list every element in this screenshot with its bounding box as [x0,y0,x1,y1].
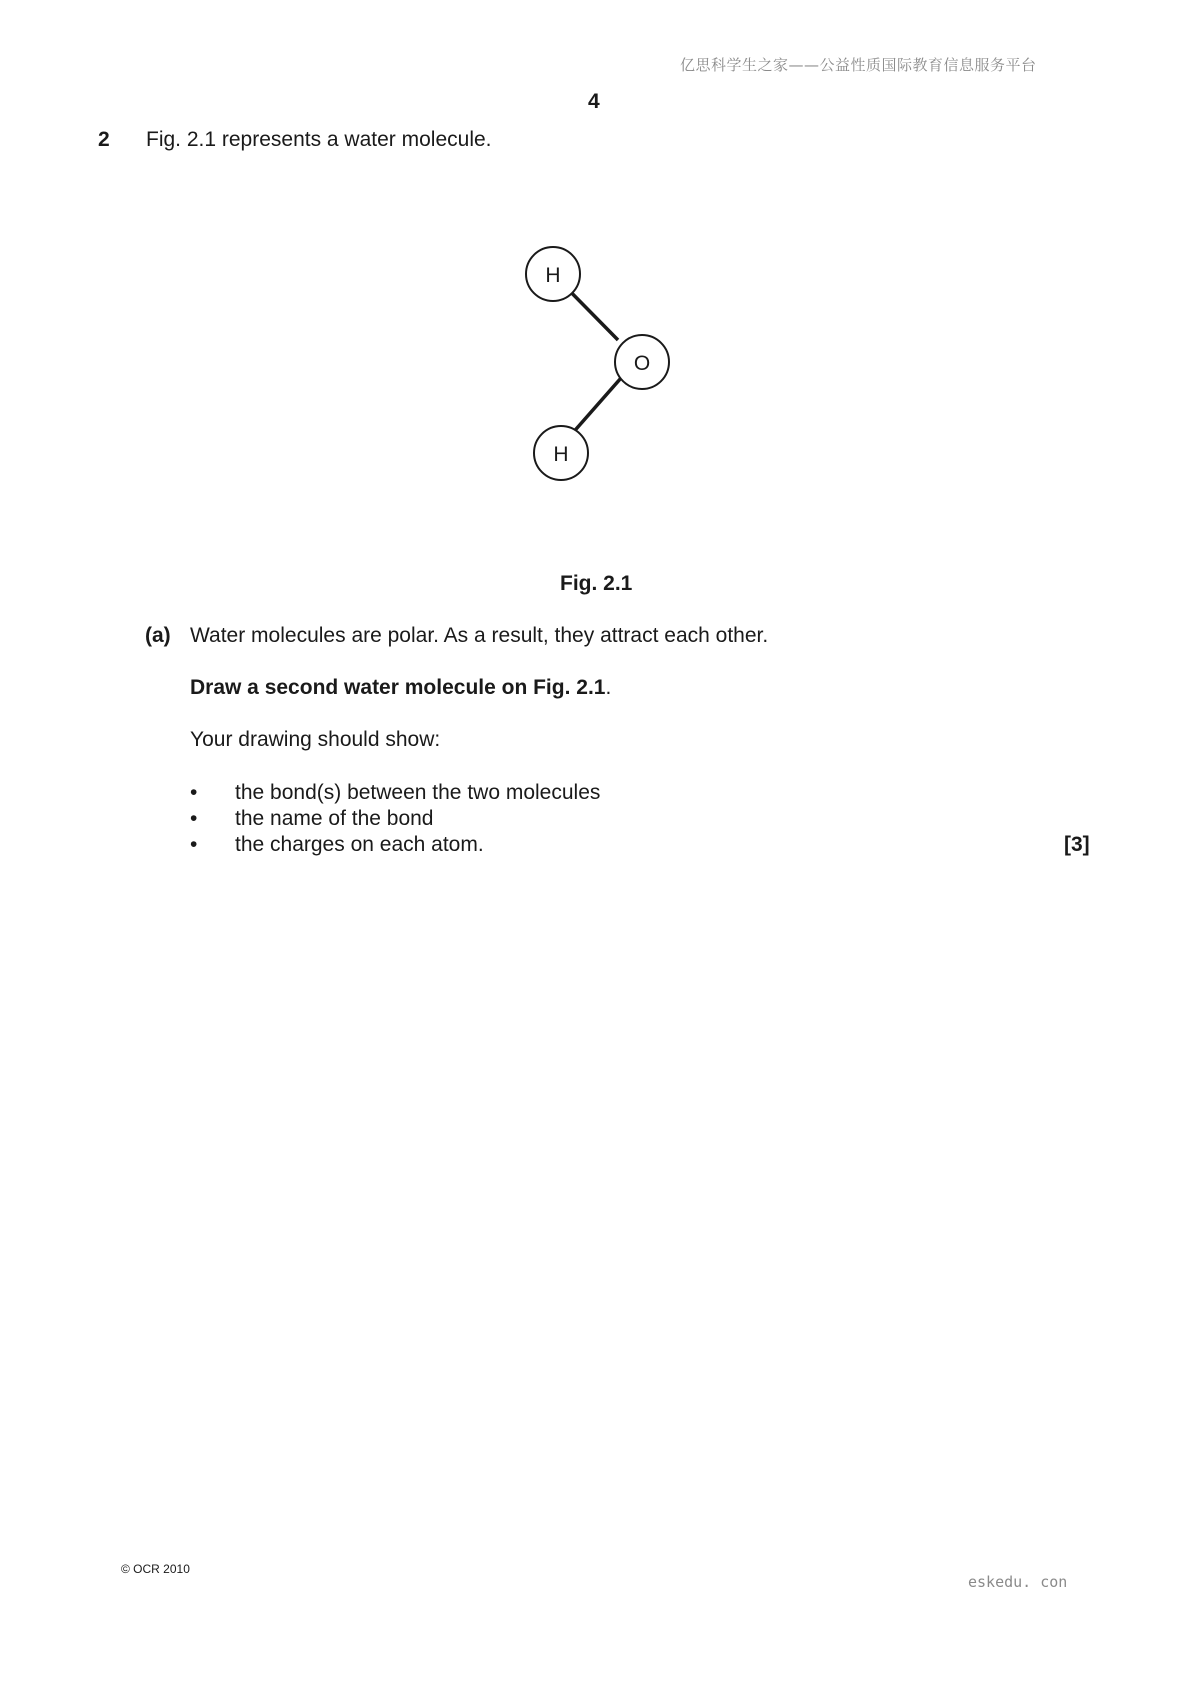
list-item-text: the bond(s) between the two molecules [235,781,601,804]
atom-label: O [633,352,651,375]
instruction-end: . [605,676,612,699]
bond-o-h2 [570,378,621,436]
atom-hydrogen-bottom [534,426,588,480]
footer-watermark: eskedu. con [968,1573,1068,1591]
header-watermark: 亿思科学生之家——公益性质国际教育信息服务平台 [680,56,1037,74]
part-a-instruction [190,676,611,700]
marks-allocation: [3] [1064,833,1090,856]
bullet-icon: • [190,781,198,804]
atom-hydrogen-top [526,247,580,301]
question-number: 2 [98,128,110,151]
instruction-bold: Draw a second water molecule on Fig. 2.1 [190,676,606,699]
part-a-text: Water molecules are polar. As a result, they attract each other. [190,624,769,647]
list-item-text: the charges on each atom. [235,833,484,856]
figure-caption: Fig. 2.1 [560,572,633,595]
atom-oxygen [615,335,669,389]
atom-label: H [545,264,561,287]
part-a-label: (a) [145,624,171,647]
bullet-icon: • [190,833,198,856]
question-stem: Fig. 2.1 represents a water molecule. [146,128,492,151]
page-number: 4 [588,90,600,113]
list-item-text: the name of the bond [235,807,434,830]
copyright: © OCR 2010 [121,1562,190,1576]
bullet-icon: • [190,807,198,830]
drawing-note: Your drawing should show: [190,728,441,751]
water-molecule-figure [500,230,700,490]
atom-label: H [553,443,569,466]
